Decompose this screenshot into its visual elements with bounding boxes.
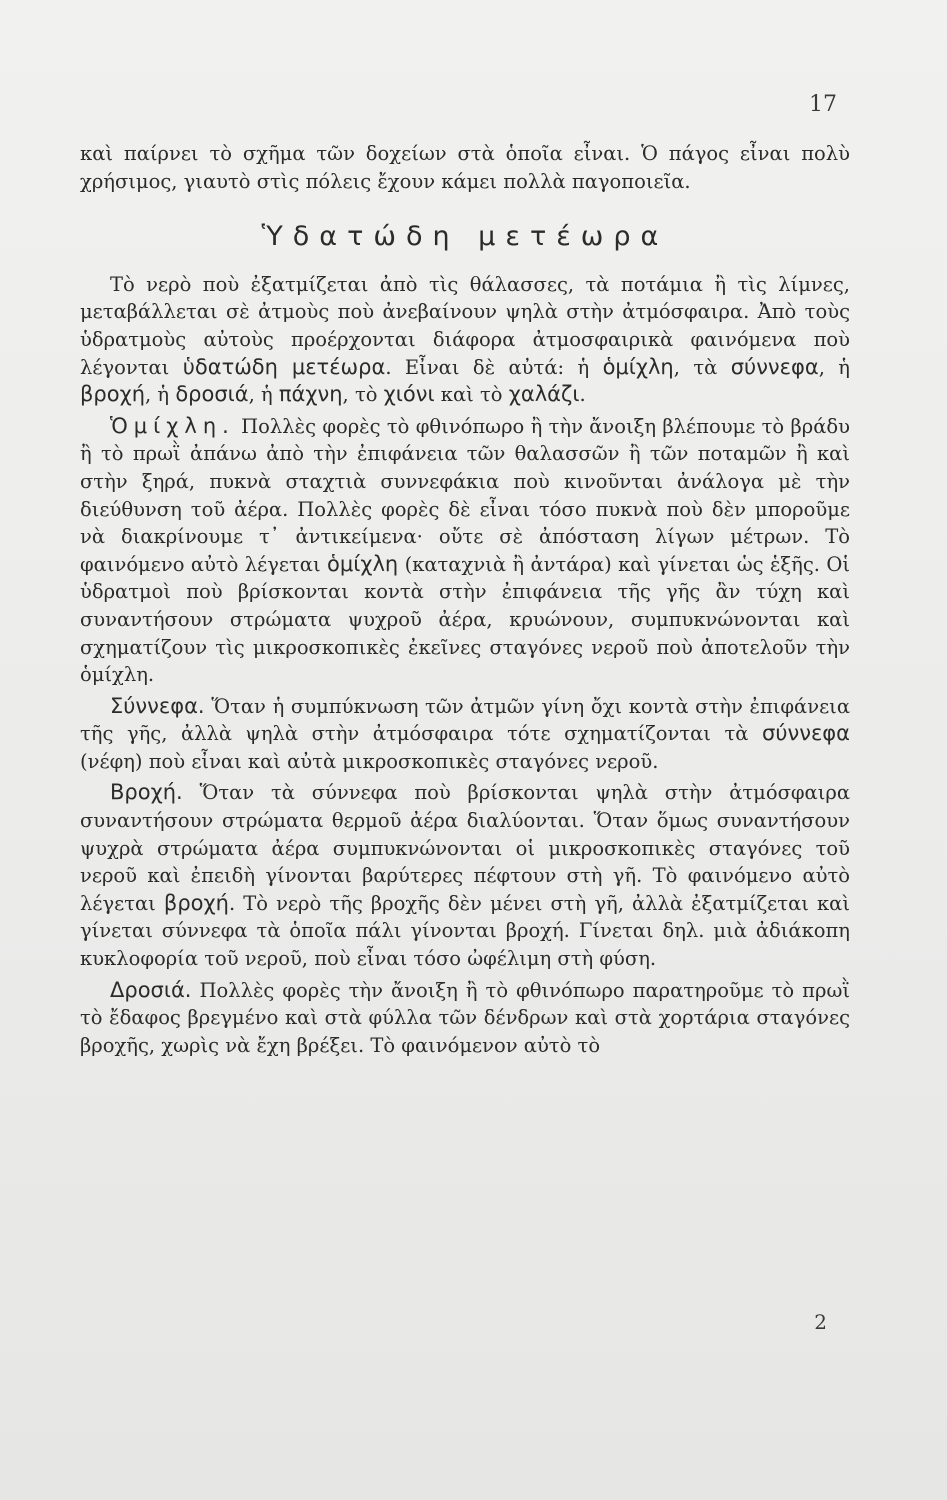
fog-heading: Ὁμίχλη. [110, 413, 235, 438]
text-run: (νέφη) ποὺ εἶναι καὶ αὐτὰ μικροσκοπικὲς σταγόνες νεροῦ. [80, 749, 659, 773]
body-text [80, 140, 850, 1059]
text-run: Πολλὲς φορὲς τὴν ἄνοιξη ἢ τὸ φθινόπωρο παρατηροῦμε τὸ πρωῒ τὸ ἔδαφος βρεγμένο καὶ στὰ φύλλα τῶν δένδρων καὶ στὰ χορτάρια σταγόνες βροχῆς, χωρὶς νὰ ἔχη βρέξει. Τὸ φαινόμενον αὐτὸ τὸ [80, 978, 850, 1057]
term-snow: χιόνι [383, 382, 435, 407]
rain-heading: Βροχή. [110, 780, 183, 805]
text-run: , τὰ [673, 355, 731, 379]
continuation-paragraph: καὶ παίρνει τὸ σχῆμα τῶν δοχείων στὰ ὁποῖα εἶναι. Ὁ πάγος εἶναι πολὺ χρήσιμος, γιαυτὸ στὶς πόλεις ἔχουν κάμει πολλὰ παγοποιεῖα. [80, 142, 850, 193]
text-run: , ἡ [818, 355, 850, 379]
text-run: , τὸ [342, 383, 384, 407]
page-number: 17 [809, 92, 837, 117]
text-run: . [579, 383, 586, 407]
text-run: , ἡ [145, 383, 176, 407]
signature-mark: 2 [814, 1310, 827, 1334]
text-run: Ὅταν τὰ σύννεφα ποὺ βρίσκονται ψηλὰ στὴν ἀτμόσφαιρα συναντήσουν στρώματα θερμοῦ ἀέρα διαλύονται. Ὅταν ὅμως συναντήσουν ψυχρὰ στρώματα ἀέρα συμπυκνώνονται οἱ μικροσκοπικὲς σταγόνες τοῦ νεροῦ καὶ ἐπειδὴ γίνονται βαρύτερες πέφτουν στὴ γῆ. Τὸ φαινόμενο αὐτὸ λέγεται [80, 781, 850, 915]
term-fog: ὁμίχλη [602, 354, 674, 379]
dew-paragraph [80, 977, 850, 1060]
dew-heading: Δροσιά. [110, 977, 192, 1002]
text-run: . Τὸ νερὸ τῆς βροχῆς δὲν μένει στὴ γῆ, ἀλλὰ ἐξατμίζεται καὶ γίνεται σύννεφα τὰ ὁποῖα πάλι γίνονται βροχή. Γίνεται δηλ. μιὰ ἀδιάκοπη κυκλοφορία τοῦ νεροῦ, ποὺ εἶναι τόσο ὠφέλιμη στὴ φύση. [80, 891, 850, 971]
text-run: Ὅταν ἡ συμπύκνωση τῶν ἀτμῶν γίνη ὄχι κοντὰ στὴν ἐπιφάνεια τῆς γῆς, ἀλλὰ ψηλὰ στὴν ἀτμόσφαιρα τότε σχηματίζονται τὰ [80, 694, 850, 746]
term-fog-emphasis: ὁμίχλη [327, 551, 399, 576]
intro-paragraph [80, 271, 850, 409]
term-rain: βροχή [80, 382, 146, 407]
text-run: (καταχνιὰ ἢ ἀντάρα) καὶ γίνεται ὡς ἑξῆς. Οἱ ὑδρατμοὶ ποὺ βρίσκονται κοντὰ στὴν ἐπιφάνεια τῆς γῆς ἂν τύχη καὶ συναντήσουν στρώματα ψυχροῦ ἀέρα, κρυώνουν, συμπυκνώνονται καὶ σχηματίζουν τὶς μικροσκοπικὲς ἐκεῖνες σταγόνες νεροῦ ποὺ ἀποτελοῦν τὴν ὁμίχλη. [80, 552, 850, 687]
text-run: . Εἶναι δὲ αὐτά: ἡ [385, 355, 603, 379]
text-run: Τὸ νερὸ ποὺ ἐξατμίζεται ἀπὸ τὶς θάλασσες, τὰ ποτάμια ἢ τὶς λίμνες, μεταβάλλεται σὲ ἀτμοὺς ποὺ ἀνεβαίνουν ψηλὰ στὴν ἀτμόσφαιρα. Ἀπὸ τοὺς ὑδρατμοὺς αὐτοὺς προέρχονται διάφορα ἀτμοσφαιρικὰ φαινόμενα ποὺ λέγονται [80, 272, 850, 379]
fog-paragraph [80, 413, 850, 689]
term-clouds-emphasis: σύννεφα [762, 721, 850, 746]
rain-paragraph [80, 779, 850, 972]
text-run: καὶ τὸ [434, 383, 509, 407]
term-dew: δροσιά [175, 382, 249, 407]
term-hail: χαλάζι [508, 382, 580, 407]
term-clouds: σύννεφα [730, 354, 819, 379]
term-frost: πάχνη [278, 382, 343, 407]
term-rain-emphasis: βροχή [163, 890, 229, 915]
section-heading: Ὑδατώδη μετέωρα [261, 221, 669, 253]
clouds-paragraph [80, 693, 850, 776]
text-run: Πολλὲς φορὲς τὸ φθινόπωρο ἢ τὴν ἄνοιξη βλέπουμε τὸ βράδυ ἢ τὸ πρωῒ ἀπάνω ἀπὸ τὴν ἐπιφάνεια τῶν θαλασσῶν ἢ τῶν ποταμῶν ἢ καὶ στὴν ξηρά, πυκνὰ σταχτιὰ συννεφάκια ποὺ κινοῦνται ἀνάλογα μὲ τὴν διεύθυνση τοῦ ἀέρα. Πολλὲς φορὲς δὲ εἶναι τόσο πυκνὰ ποὺ δὲν μποροῦμε νὰ διακρίνουμε τ᾿ ἀντικείμενα· οὔτε σὲ ἀπόσταση λίγων μέτρων. Τὸ φαινόμενο αὐτὸ λέγεται [80, 414, 850, 576]
text-run: , ἡ [248, 383, 279, 407]
clouds-heading: Σύννεφα. [110, 693, 205, 718]
term-hydrometeors: ὑδατώδη μετέωρα [182, 354, 386, 379]
